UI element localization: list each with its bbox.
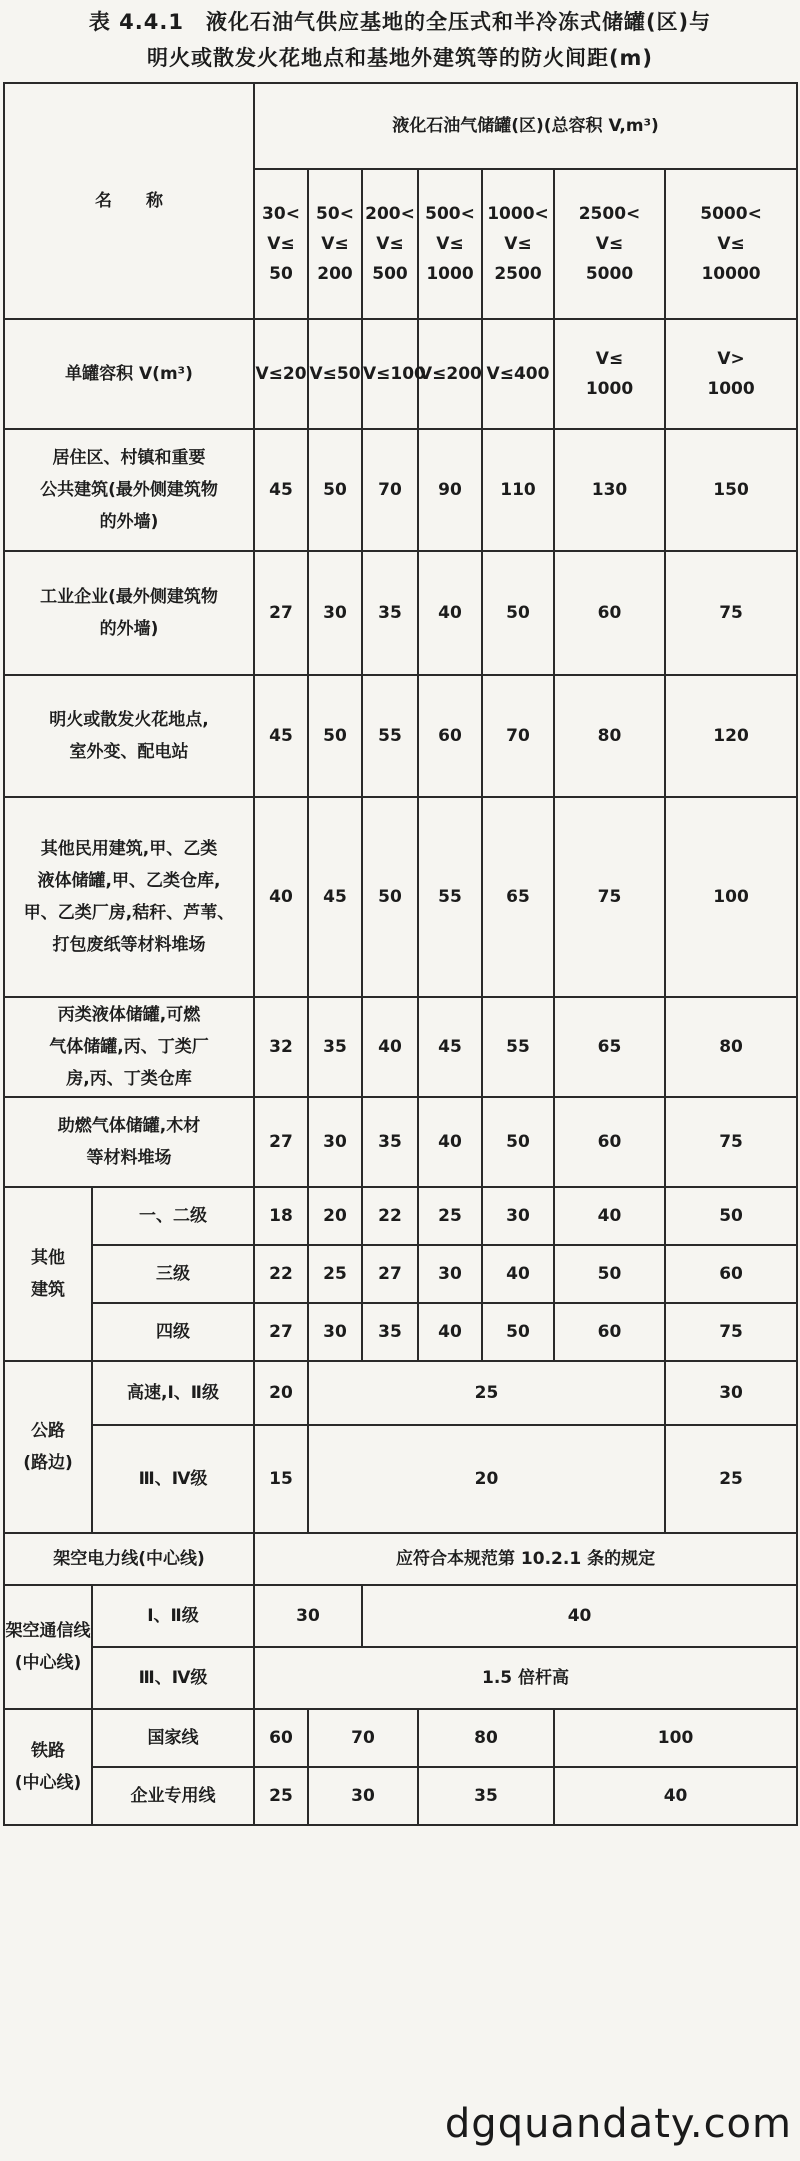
total-volume-col-header [362, 169, 418, 319]
distance-value: 45 [308, 797, 362, 997]
fire-rating-label: 一、二级 [92, 1187, 254, 1245]
total-volume-col-header [418, 169, 482, 319]
distance-value: 75 [665, 1097, 797, 1187]
watermark-text: dgquandaty.com [444, 2101, 792, 2147]
railway-class-label: 企业专用线 [92, 1767, 254, 1825]
distance-value-merged: 40 [362, 1585, 797, 1647]
distance-value: 75 [554, 797, 665, 997]
telecom-group-line: 架空通信线 [5, 1621, 91, 1641]
single-volume-col-header [254, 319, 308, 429]
fire-distance-table [3, 82, 798, 1826]
railway-group-line: (中心线) [14, 1773, 82, 1793]
total-volume-col-header-line: 2500 [494, 264, 542, 284]
other-buildings-group-line: 建筑 [31, 1280, 65, 1300]
distance-value: 50 [308, 675, 362, 797]
distance-value: 50 [665, 1187, 797, 1245]
distance-value: 27 [362, 1245, 418, 1303]
distance-value: 40 [254, 797, 308, 997]
road-group [4, 1361, 92, 1533]
distance-value: 50 [482, 551, 554, 675]
distance-value: 35 [308, 997, 362, 1097]
total-volume-col-header-line: V≤ [321, 234, 349, 254]
distance-value: 20 [254, 1361, 308, 1425]
single-volume-col-header [482, 319, 554, 429]
distance-value: 70 [482, 675, 554, 797]
total-volume-col-header-line: 50 [269, 264, 293, 284]
total-volume-col-header [665, 169, 797, 319]
railway-group [4, 1709, 92, 1825]
distance-value: 65 [554, 997, 665, 1097]
distance-value: 100 [554, 1709, 797, 1767]
distance-value: 50 [308, 429, 362, 551]
row-name-line: 明火或散发火花地点, [49, 710, 209, 730]
total-volume-col-header-line: 500 [372, 264, 408, 284]
railway-group-line: 铁路 [31, 1741, 65, 1761]
telecom-group [4, 1585, 92, 1709]
distance-value: 40 [418, 1097, 482, 1187]
single-volume-col-header [308, 319, 362, 429]
distance-value: 50 [482, 1303, 554, 1361]
row-name-line: 工业企业(最外侧建筑物 [40, 587, 218, 607]
row-name-line: 助燃气体储罐,木材 [57, 1116, 201, 1136]
road-group-line: 公路 [31, 1421, 65, 1441]
total-volume-col-header-line: V≤ [595, 234, 624, 254]
distance-value: 60 [254, 1709, 308, 1767]
distance-value: 90 [418, 429, 482, 551]
distance-value: 30 [665, 1361, 797, 1425]
total-volume-col-header [308, 169, 362, 319]
road-class-label: Ⅲ、Ⅳ级 [92, 1425, 254, 1533]
distance-value: 55 [418, 797, 482, 997]
total-volume-col-header-line: 200 [317, 264, 353, 284]
telecom-class-label: Ⅲ、Ⅳ级 [92, 1647, 254, 1709]
name-header: 名 称 [4, 83, 254, 319]
row-name-line: 公共建筑(最外侧建筑物 [40, 480, 218, 500]
distance-value: 30 [308, 1097, 362, 1187]
distance-value: 30 [308, 1767, 418, 1825]
title-line-1: 表 4.4.1 液化石油气供应基地的全压式和半冷冻式储罐(区)与 [88, 10, 712, 34]
other-buildings-group-line: 其他 [31, 1248, 65, 1268]
total-volume-col-header-line: 2500< [578, 204, 641, 224]
fire-rating-label: 三级 [92, 1245, 254, 1303]
single-volume-col-header-line: V≤400 [486, 364, 550, 384]
distance-value: 32 [254, 997, 308, 1097]
single-volume-col-header [362, 319, 426, 429]
distance-value: 27 [254, 1097, 308, 1187]
distance-value: 30 [418, 1245, 482, 1303]
road-group-line: (路边) [23, 1453, 73, 1473]
distance-value-merged: 30 [254, 1585, 362, 1647]
total-volume-col-header [554, 169, 665, 319]
row-name-line: 的外墙) [99, 619, 159, 639]
distance-value: 40 [418, 551, 482, 675]
distance-value: 45 [254, 675, 308, 797]
distance-value: 50 [482, 1097, 554, 1187]
row-name-line: 房,丙、丁类仓库 [66, 1069, 192, 1089]
row-name-line: 等材料堆场 [86, 1148, 172, 1168]
row-name-line: 气体储罐,丙、丁类厂 [49, 1037, 209, 1057]
distance-value: 75 [665, 1303, 797, 1361]
telecom-group-line: (中心线) [14, 1653, 82, 1673]
single-volume-col-header-line: V≤ [595, 349, 624, 369]
row-name [4, 675, 254, 797]
distance-value: 60 [554, 1097, 665, 1187]
total-volume-col-header-line: 1000 [426, 264, 474, 284]
row-name [4, 551, 254, 675]
row-name-line: 居住区、村镇和重要 [52, 448, 206, 468]
row-name [4, 429, 254, 551]
distance-value: 70 [362, 429, 418, 551]
distance-value: 30 [482, 1187, 554, 1245]
distance-value: 40 [554, 1187, 665, 1245]
distance-value: 15 [254, 1425, 308, 1533]
distance-value: 27 [254, 551, 308, 675]
row-name-line: 甲、乙类厂房,秸秆、芦苇、 [23, 903, 235, 923]
total-volume-col-header [254, 169, 308, 319]
distance-value: 40 [482, 1245, 554, 1303]
other-buildings-group [4, 1187, 92, 1361]
distance-value: 80 [554, 675, 665, 797]
telecom-class-label: Ⅰ、Ⅱ级 [92, 1585, 254, 1647]
distance-value: 60 [418, 675, 482, 797]
power-line-label: 架空电力线(中心线) [4, 1533, 254, 1585]
total-volume-col-header-line: 200< [365, 204, 415, 224]
distance-value: 40 [362, 997, 418, 1097]
total-volume-col-header-line: 500< [425, 204, 475, 224]
distance-value: 18 [254, 1187, 308, 1245]
distance-value: 35 [362, 1097, 418, 1187]
road-class-label: 高速,Ⅰ、Ⅱ级 [92, 1361, 254, 1425]
fire-rating-label: 四级 [92, 1303, 254, 1361]
distance-value: 130 [554, 429, 665, 551]
row-name-line: 丙类液体储罐,可燃 [57, 1005, 201, 1025]
distance-value: 80 [418, 1709, 554, 1767]
row-name-line: 室外变、配电站 [69, 742, 189, 762]
single-volume-col-header [418, 319, 482, 429]
distance-value: 55 [482, 997, 554, 1097]
railway-class-label: 国家线 [92, 1709, 254, 1767]
single-volume-col-header-line: V≤20 [255, 364, 307, 384]
distance-value-merged: 20 [308, 1425, 665, 1533]
single-volume-col-header-line: 1000 [707, 379, 755, 399]
tank-group-header: 液化石油气储罐(区)(总容积 V,m³) [254, 83, 797, 169]
row-name [4, 1097, 254, 1187]
distance-value: 45 [254, 429, 308, 551]
single-volume-label: 单罐容积 V(m³) [4, 319, 254, 429]
single-volume-col-header [665, 319, 797, 429]
distance-value: 30 [308, 1303, 362, 1361]
power-line-text: 应符合本规范第 10.2.1 条的规定 [254, 1533, 797, 1585]
distance-value-merged: 25 [308, 1361, 665, 1425]
distance-value: 45 [418, 997, 482, 1097]
row-name-line: 液体储罐,甲、乙类仓库, [37, 871, 221, 891]
distance-value: 55 [362, 675, 418, 797]
distance-value: 40 [554, 1767, 797, 1825]
total-volume-col-header-line: 5000 [585, 264, 634, 284]
distance-value: 35 [362, 1303, 418, 1361]
distance-value: 35 [418, 1767, 554, 1825]
total-volume-col-header [482, 169, 554, 319]
total-volume-col-header-line: V≤ [717, 234, 745, 254]
row-name [4, 997, 254, 1097]
single-volume-col-header-line: V> [717, 349, 745, 369]
distance-value: 60 [665, 1245, 797, 1303]
distance-value: 80 [665, 997, 797, 1097]
distance-value: 22 [362, 1187, 418, 1245]
distance-text-merged: 1.5 倍杆高 [254, 1647, 797, 1709]
distance-value: 150 [665, 429, 797, 551]
distance-value: 60 [554, 551, 665, 675]
distance-value: 65 [482, 797, 554, 997]
single-volume-col-header-line: V≤200 [419, 364, 482, 384]
distance-value: 50 [362, 797, 418, 997]
total-volume-col-header-line: 10000 [701, 264, 761, 284]
total-volume-col-header-line: V≤ [376, 234, 404, 254]
distance-value: 70 [308, 1709, 418, 1767]
total-volume-col-header-line: V≤ [267, 234, 295, 254]
distance-value: 25 [308, 1245, 362, 1303]
row-name-line: 打包废纸等材料堆场 [52, 935, 206, 955]
total-volume-col-header-line: 50< [316, 204, 354, 224]
total-volume-col-header-line: V≤ [504, 234, 532, 254]
distance-value: 75 [665, 551, 797, 675]
distance-value: 20 [308, 1187, 362, 1245]
row-name-line: 其他民用建筑,甲、乙类 [40, 839, 218, 859]
row-name [4, 797, 254, 997]
title-line-2: 明火或散发火花地点和基地外建筑等的防火间距(m) [146, 46, 654, 70]
total-volume-col-header-line: 5000< [700, 204, 762, 224]
distance-value: 40 [418, 1303, 482, 1361]
distance-value: 50 [554, 1245, 665, 1303]
distance-value: 30 [308, 551, 362, 675]
table-title [0, 0, 800, 82]
distance-value: 25 [418, 1187, 482, 1245]
distance-value: 110 [482, 429, 554, 551]
single-volume-col-header [554, 319, 665, 429]
total-volume-col-header-line: 30< [262, 204, 300, 224]
total-volume-col-header-line: 1000< [487, 204, 549, 224]
distance-value: 25 [665, 1425, 797, 1533]
distance-value: 120 [665, 675, 797, 797]
total-volume-col-header-line: V≤ [436, 234, 464, 254]
single-volume-col-header-line: V≤100 [363, 364, 426, 384]
distance-value: 27 [254, 1303, 308, 1361]
distance-value: 60 [554, 1303, 665, 1361]
distance-value: 25 [254, 1767, 308, 1825]
distance-value: 100 [665, 797, 797, 997]
single-volume-col-header-line: 1000 [585, 379, 634, 399]
distance-value: 22 [254, 1245, 308, 1303]
single-volume-col-header-line: V≤50 [309, 364, 361, 384]
row-name-line: 的外墙) [99, 512, 159, 532]
distance-value: 35 [362, 551, 418, 675]
